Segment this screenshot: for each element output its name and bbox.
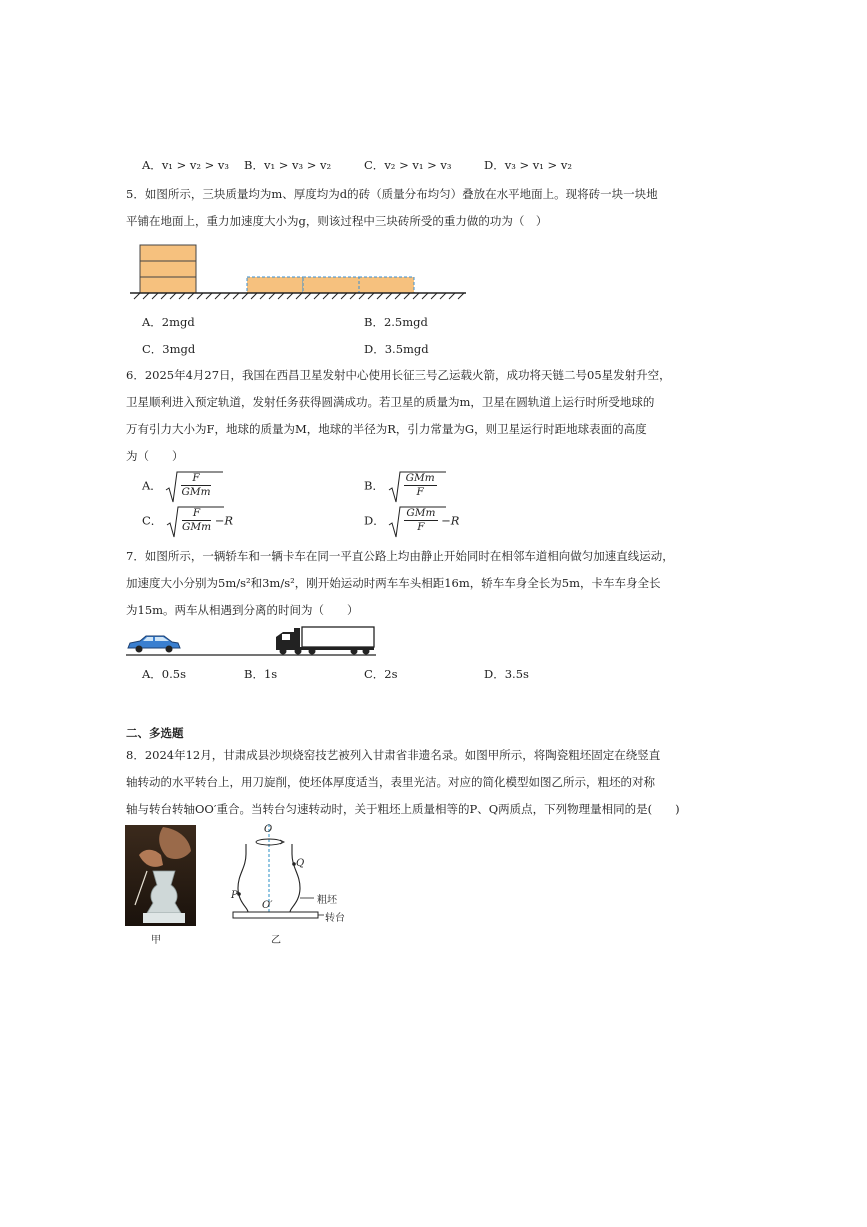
q5-brick-figure: [126, 242, 471, 300]
option-text: v₂ > v₁ > v₃: [384, 158, 452, 172]
denominator: F: [417, 521, 425, 533]
q7-option-c: C．2s: [364, 667, 398, 681]
q5-line-1: 5．如图所示，三块质量均为m、厚度均为d的砖（质量分布均匀）叠放在水平地面上。现将砖一块一块地: [126, 187, 658, 201]
sqrt-expression: [165, 472, 210, 499]
option-label: A．: [142, 478, 162, 493]
q7-option-b: B．1s: [244, 667, 278, 681]
ground-hatch: [134, 293, 464, 299]
q5-option-a: A．2mgd: [142, 315, 195, 329]
sqrt-expression: [388, 507, 437, 534]
q4-option-b: [244, 157, 331, 173]
numerator: F: [181, 472, 210, 486]
label-o: O: [264, 824, 273, 835]
q5-option-c: C．3mgd: [142, 342, 196, 356]
denominator: F: [416, 486, 424, 498]
denominator: GMm: [181, 486, 211, 498]
label-p: P: [231, 890, 238, 901]
q6-option-d: [364, 507, 459, 534]
option-label: C．: [142, 513, 163, 528]
label-q: Q: [296, 858, 305, 869]
option-label: B．: [364, 478, 384, 493]
section-heading: 二、多选题: [126, 726, 184, 740]
label-o-prime: O′: [262, 900, 273, 911]
q8-line-2: 轴转动的水平转台上，用刀旋削，使坯体厚度适当，表里光洁。对应的简化模型如图乙所示，粗坯的对称: [126, 775, 655, 789]
option-label: B．: [244, 158, 264, 172]
q8-line-1: 8．2024年12月，甘肃成县沙坝烧窑技艺被列入甘肃省非遗名录。如图甲所示，将陶瓷粗坯固定在绕竖直: [126, 748, 661, 762]
flat-bricks: [247, 277, 414, 293]
numerator: F: [182, 507, 211, 521]
figure-label-jia: 甲: [151, 935, 161, 946]
sqrt-expression: [166, 507, 211, 534]
q7-line-2: 加速度大小分别为5m/s²和3m/s²，刚开始运动时两车车头相距16m，轿车车身全长为5m，卡车车身全长: [126, 576, 661, 590]
turntable: [233, 912, 318, 918]
q4-option-c: [364, 157, 452, 173]
q6-line-1: 6．2025年4月27日，我国在西昌卫星发射中心使用长征三号乙运载火箭，成功将天链二号05星发射升空，: [126, 368, 671, 382]
option-text: v₃ > v₁ > v₂: [504, 158, 572, 172]
numerator: GMm: [406, 507, 436, 519]
q6-option-b: [364, 472, 437, 499]
q7-line-1: 7．如图所示，一辆轿车和一辆卡车在同一平直公路上均由静止开始同时在相邻车道相向做匀加速直线运动，: [126, 549, 674, 563]
option-text: v₁ > v₂ > v₃: [161, 158, 230, 172]
q7-option-d: D．3.5s: [484, 667, 529, 681]
option-label: A．: [142, 158, 162, 172]
truck-icon: [276, 627, 374, 655]
q6-line-4: 为（ ）: [126, 449, 184, 463]
q5-option-d: D．3.5mgd: [364, 342, 429, 356]
q8-line-3: 轴与转台转轴OO′重合。当转台匀速转动时，关于粗坯上质量相等的P、Q两质点，下列物理量相同的是( ): [126, 802, 680, 816]
stacked-bricks: [140, 245, 196, 293]
figure-label-yi: 乙: [271, 935, 281, 946]
option-label: D．: [484, 158, 505, 172]
q5-option-b: B．2.5mgd: [364, 315, 428, 329]
q5-line-2: 平铺在地面上，重力加速度大小为g，则该过程中三块砖所受的重力做的功为（ ）: [126, 214, 548, 228]
option-label: D．: [364, 513, 385, 528]
pottery-photo: [125, 825, 196, 926]
q7-option-a: A．0.5s: [142, 667, 186, 681]
q6-option-c: [142, 507, 233, 534]
numerator: GMm: [405, 472, 435, 484]
sqrt-expression: [388, 472, 437, 499]
car-icon: [128, 636, 180, 653]
minus-r: −R: [441, 513, 460, 528]
label-zhuantai: 转台: [325, 913, 345, 924]
q4-option-a: [142, 157, 229, 173]
option-label: C．: [364, 158, 385, 172]
q6-line-3: 万有引力大小为F，地球的质量为M，地球的半径为R，引力常量为G，则卫星运行时距地球表面的高度: [126, 422, 647, 436]
q7-vehicle-figure: [126, 624, 380, 660]
label-cupi: 粗坯: [317, 895, 337, 906]
q4-option-d: [484, 157, 572, 173]
q7-line-3: 为15m。两车从相遇到分离的时间为（ ）: [126, 603, 359, 617]
q6-line-2: 卫星顺利进入预定轨道，发射任务获得圆满成功。若卫星的质量为m，卫星在圆轨道上运行时所受地球的: [126, 395, 655, 409]
q6-option-a: [142, 472, 211, 499]
option-text: v₁ > v₃ > v₂: [263, 158, 332, 172]
denominator: GMm: [181, 521, 212, 533]
minus-r: −R: [214, 513, 234, 528]
